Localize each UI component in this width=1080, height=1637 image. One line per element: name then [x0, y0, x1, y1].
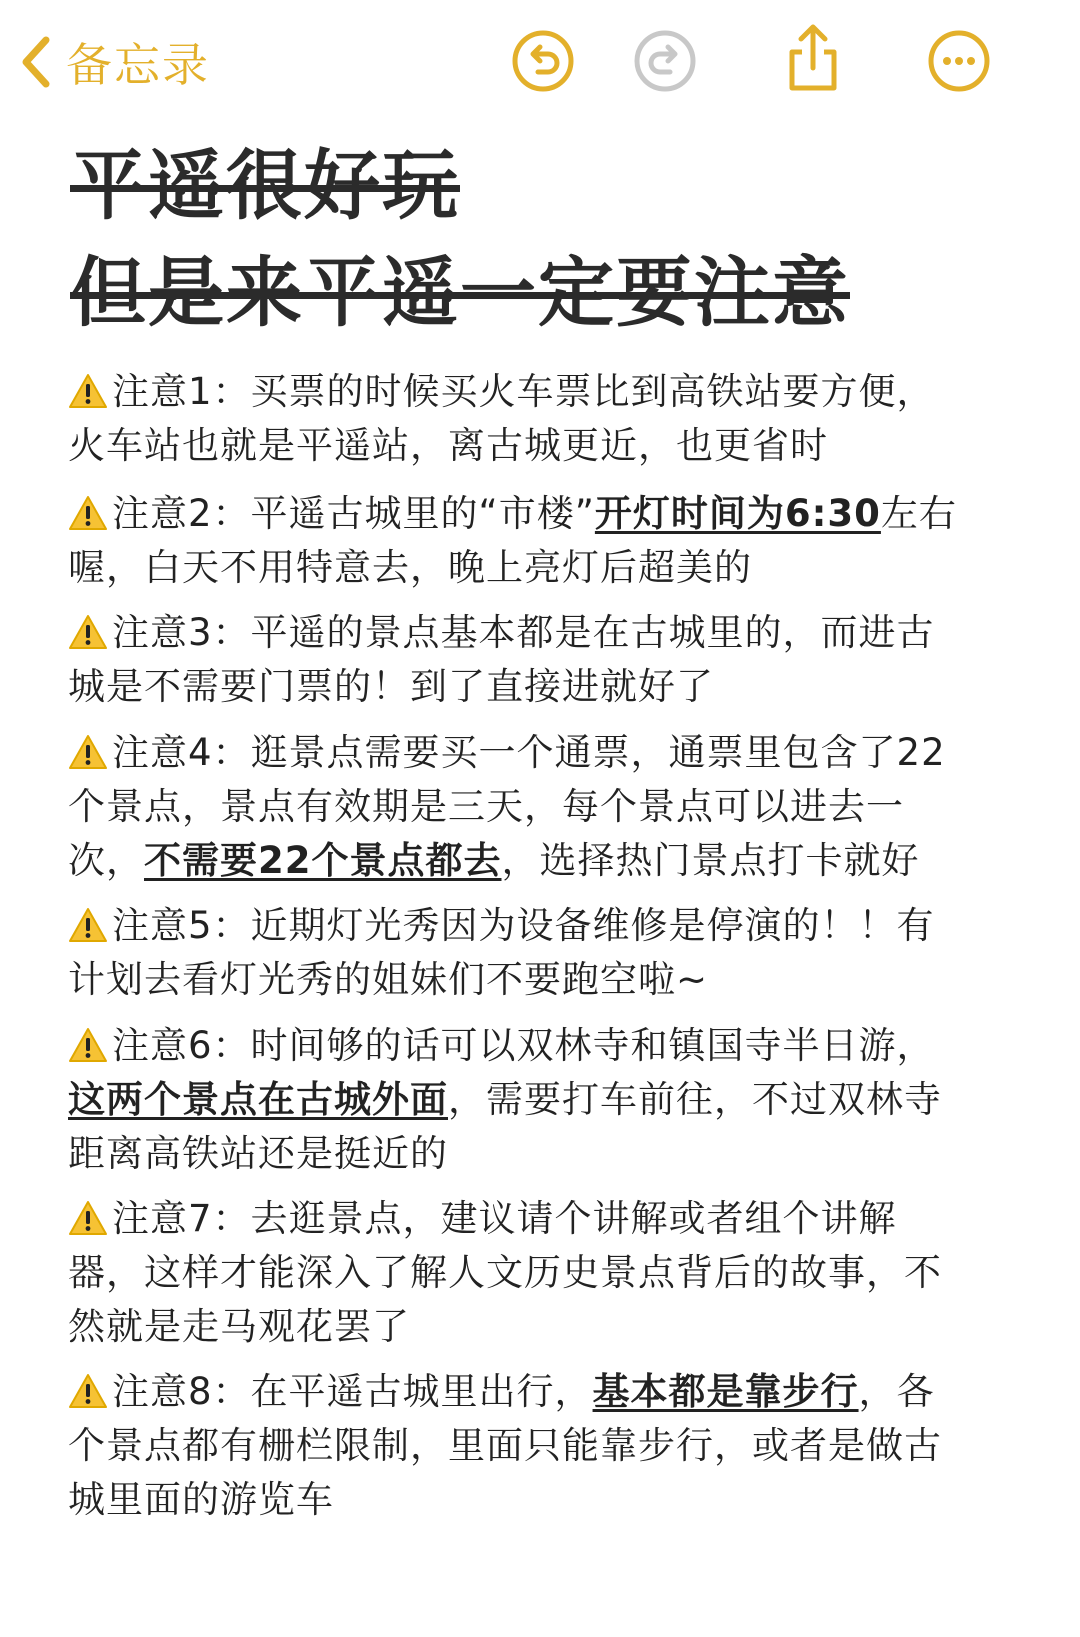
note-label: 注意5：	[112, 904, 251, 947]
note-label: 注意3：	[112, 611, 251, 654]
note-item-3	[68, 606, 968, 714]
note-item-2	[68, 487, 968, 595]
note-label: 注意8：	[112, 1370, 251, 1413]
more-icon	[926, 28, 992, 94]
warning-icon	[68, 907, 108, 943]
note-text: 平遥古城里的“市楼”	[250, 492, 595, 535]
note-item-4	[68, 726, 968, 888]
undo-button[interactable]	[510, 28, 576, 94]
note-highlight: 基本都是靠步行	[592, 1370, 859, 1413]
note-label: 注意7：	[112, 1197, 251, 1240]
back-label: 备忘录	[66, 38, 210, 92]
note-text: 平遥的景点基本都是在古城里的，而进古城是不需要门票的！到了直接进就好了	[68, 611, 935, 708]
toolbar	[0, 0, 1080, 125]
redo-icon	[632, 28, 698, 94]
note-text: 在平遥古城里出行，	[250, 1370, 593, 1413]
note-text: 买票的时候买火车票比到高铁站要方便，火车站也就是平遥站，离古城更近，也更省时	[68, 370, 935, 467]
note-label: 注意4：	[112, 731, 251, 774]
note-title-line-1: 平遥很好玩	[70, 141, 460, 230]
chevron-left-icon	[18, 34, 52, 90]
share-icon	[780, 22, 846, 94]
note-text: ，选择热门景点打卡就好	[501, 839, 920, 882]
share-button[interactable]	[780, 22, 846, 94]
note-item-5	[68, 899, 968, 1007]
note-text: 时间够的话可以双林寺和镇国寺半日游，	[250, 1024, 935, 1067]
warning-icon	[68, 1200, 108, 1236]
redo-button[interactable]	[632, 28, 698, 94]
warning-icon	[68, 734, 108, 770]
note-text: ，各个景点都有栅栏限制，里面只能靠步行，或者是做古城里面的游览车	[68, 1370, 942, 1521]
note-item-7	[68, 1192, 968, 1354]
undo-icon	[510, 28, 576, 94]
note-text: 去逛景点，建议请个讲解或者组个讲解器，这样才能深入了解人文历史景点背后的故事，不然就是走马观花罢了	[68, 1197, 942, 1348]
note-highlight: 开灯时间为6:30	[594, 492, 881, 535]
note-text: 左右喔，白天不用特意去，晚上亮灯后超美的	[68, 492, 957, 589]
note-label: 注意1：	[112, 370, 251, 413]
note-item-6	[68, 1019, 968, 1181]
note-label: 注意2：	[112, 492, 251, 535]
warning-icon	[68, 373, 108, 409]
warning-icon	[68, 1027, 108, 1063]
back-button[interactable]	[18, 22, 210, 102]
note-highlight: 这两个景点在古城外面	[68, 1078, 448, 1121]
note-highlight: 不需要22个景点都去	[144, 839, 502, 882]
note-item-1	[68, 365, 968, 473]
warning-icon	[68, 495, 108, 531]
warning-icon	[68, 614, 108, 650]
note-label: 注意6：	[112, 1024, 251, 1067]
note-text: ，需要打车前往，不过双林寺距离高铁站还是挺近的	[68, 1078, 942, 1175]
more-button[interactable]	[926, 28, 992, 94]
note-title-line-2: 但是来平遥一定要注意	[70, 248, 850, 337]
note-text: 近期灯光秀因为设备维修是停演的！！有计划去看灯光秀的姐妹们不要跑空啦~	[68, 904, 935, 1001]
warning-icon	[68, 1373, 108, 1409]
note-text: 逛景点需要买一个通票，通票里包含了22个景点，景点有效期是三天，每个景点可以进去一次，	[68, 731, 946, 882]
note-item-8	[68, 1365, 968, 1527]
